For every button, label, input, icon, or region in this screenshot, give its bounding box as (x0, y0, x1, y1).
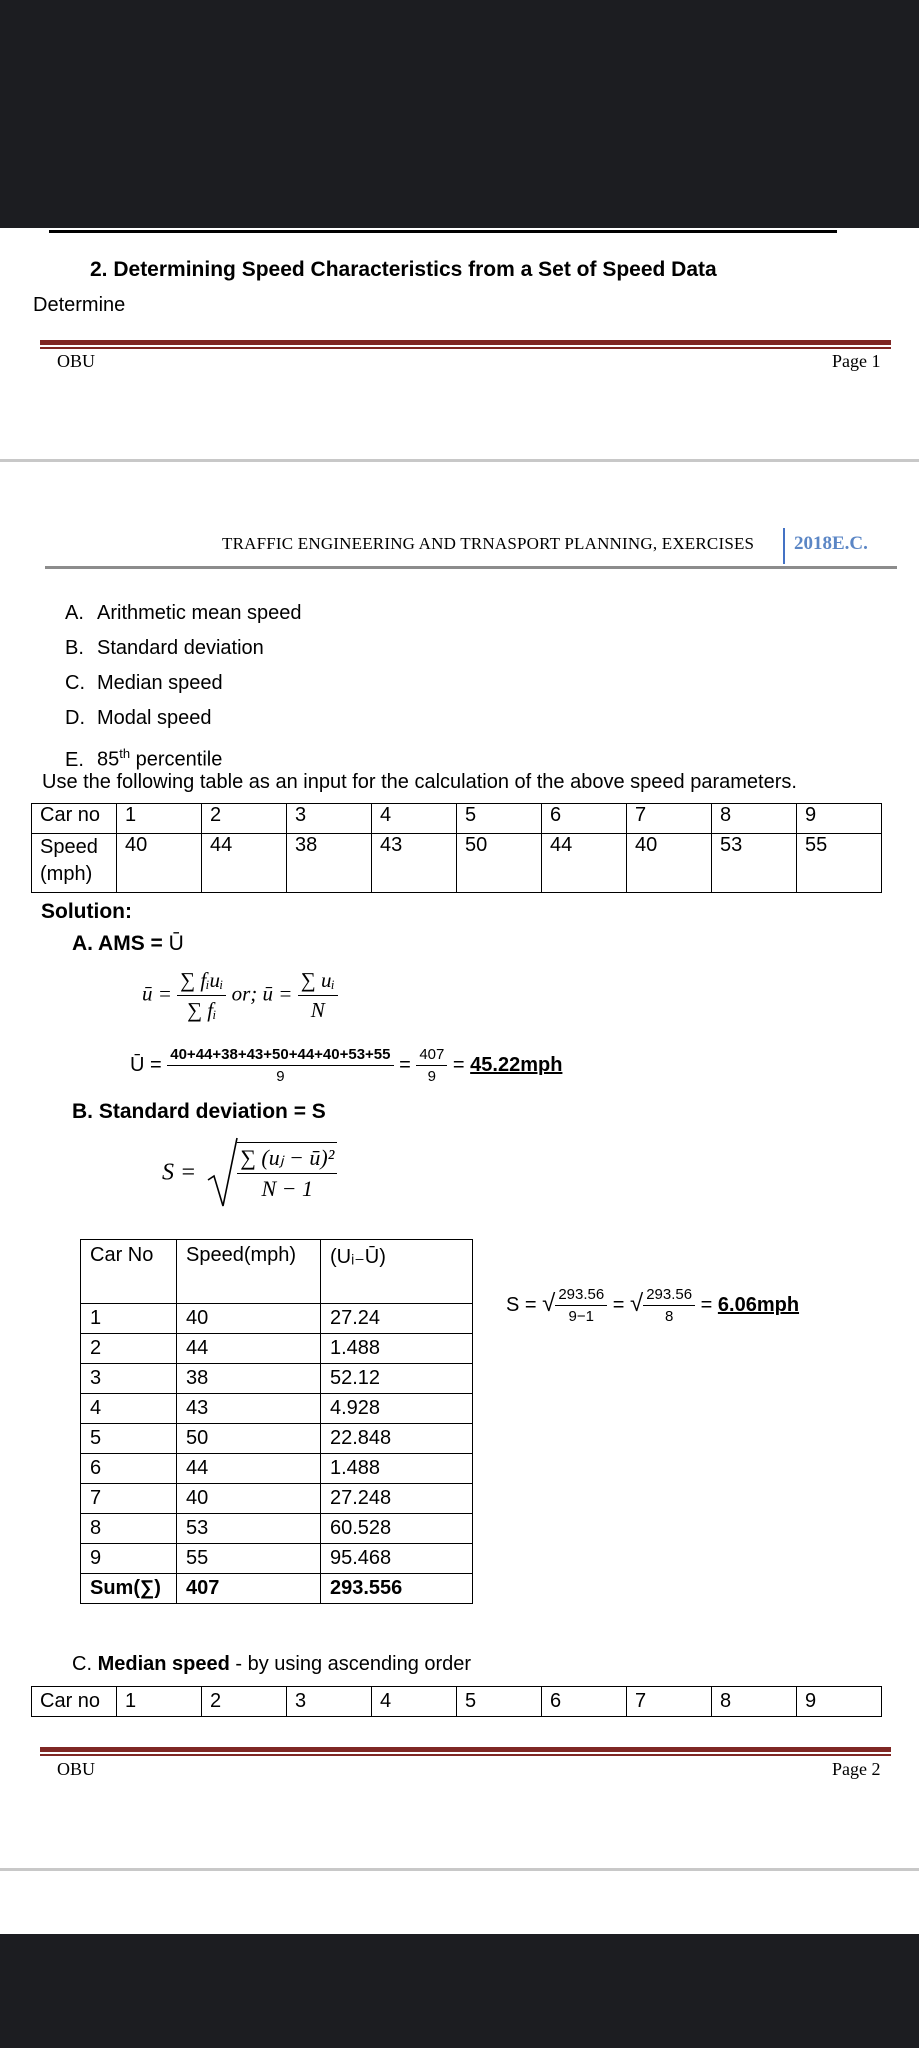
table-row (81, 1424, 473, 1454)
header-year: 2018E.C. (794, 533, 868, 554)
table-row (81, 1484, 473, 1514)
table-cell: 53 (712, 834, 797, 893)
table-cell: 2 (202, 804, 287, 834)
page1-footer-page: Page 1 (832, 351, 881, 371)
median-heading: C. Median speed - by using ascending order (72, 1653, 472, 1675)
sd-calculation: S = √ $\frac{293.56}{9-1}$ = √ $\frac{293.56}{8}$ = 6.06mph (506, 1286, 800, 1325)
table-cell: 1 (117, 1687, 202, 1717)
table-cell: 22.848 (321, 1424, 473, 1454)
table-cell: 6 (81, 1454, 177, 1484)
list-item: D. Modal speed (65, 707, 212, 729)
table-cell: 7 (627, 804, 712, 834)
table-row (32, 834, 882, 893)
table-cell: 53 (177, 1514, 321, 1544)
table-cell: 40 (627, 834, 712, 893)
table-cell: 6 (542, 1687, 627, 1717)
table-row (81, 1364, 473, 1394)
table-cell: 1.488 (321, 1334, 473, 1364)
table-cell: 43 (177, 1394, 321, 1424)
solution-label: Solution: (41, 900, 132, 923)
table-cell: Car no (32, 804, 117, 834)
mean-calculation: Ū = $\frac{40+44+38+43+50+44+40+53+55}{9}$ = $\frac{407}{9}$ = 45.22mph (130, 1046, 563, 1085)
table-cell: 7 (627, 1687, 712, 1717)
table-header: Car No (81, 1240, 177, 1304)
table-cell: Sum(∑) (81, 1574, 177, 1604)
table-cell: 95.468 (321, 1544, 473, 1574)
table-cell: 4 (372, 804, 457, 834)
table-cell: 293.556 (321, 1574, 473, 1604)
table-cell: 55 (177, 1544, 321, 1574)
bottom-dark-bar (0, 1934, 919, 2048)
table-cell: 4 (372, 1687, 457, 1717)
table-cell: 27.248 (321, 1484, 473, 1514)
table-cell: 40 (177, 1304, 321, 1334)
sd-result: 6.06mph (717, 1293, 800, 1316)
table-cell: 27.24 (321, 1304, 473, 1334)
table-cell: 8 (81, 1514, 177, 1544)
table-row (81, 1454, 473, 1484)
table-cell: 9 (797, 1687, 882, 1717)
sd-formula: S = $\frac{\text{∑ (uⱼ − ū)²}}{N - 1}$ (162, 1136, 337, 1210)
table-header: (Uᵢ₋Ū) (321, 1240, 473, 1304)
table-cell: 5 (457, 804, 542, 834)
determine-text: Determine (33, 294, 126, 316)
table-cell: 40 (177, 1484, 321, 1514)
table-header-row (81, 1240, 473, 1304)
table-row (81, 1304, 473, 1334)
table-cell: 38 (177, 1364, 321, 1394)
table-cell: 3 (287, 804, 372, 834)
table-cell: 5 (457, 1687, 542, 1717)
table-row (32, 804, 882, 834)
page1-footer-rule-thin (40, 347, 891, 349)
page-separator (0, 459, 919, 462)
table-cell: 8 (712, 804, 797, 834)
table-cell: 52.12 (321, 1364, 473, 1394)
table-cell: 8 (712, 1687, 797, 1717)
section-title: 2. Determining Speed Characteristics from a Set of Speed Data (90, 258, 717, 281)
sqrt-icon (206, 1136, 240, 1210)
table-cell: 50 (177, 1424, 321, 1454)
intro-text: Use the following table as an input for the calculation of the above speed parameters. (42, 771, 797, 793)
page1-footer-rule (40, 340, 891, 345)
page2-footer-left: OBU (57, 1759, 96, 1779)
table-cell: 1.488 (321, 1454, 473, 1484)
median-table (31, 1686, 882, 1717)
page-separator (0, 1868, 919, 1871)
table-row (81, 1394, 473, 1424)
top-dark-bar (0, 0, 919, 228)
list-item: A. Arithmetic mean speed (65, 602, 302, 624)
list-item: C. Median speed (65, 672, 223, 694)
table-cell: 44 (177, 1454, 321, 1484)
table-cell: 6 (542, 804, 627, 834)
table-cell: 44 (542, 834, 627, 893)
table-cell: Speed (mph) (32, 834, 117, 893)
table-row (81, 1544, 473, 1574)
table-cell: 60.528 (321, 1514, 473, 1544)
table-cell: 55 (797, 834, 882, 893)
table-cell: 4.928 (321, 1394, 473, 1424)
table-cell: 3 (81, 1364, 177, 1394)
page2-footer-rule-thin (40, 1754, 891, 1756)
page1-footer-left: OBU (57, 351, 96, 371)
sd-heading: B. Standard deviation = S (72, 1100, 326, 1123)
table-cell: 7 (81, 1484, 177, 1514)
mean-formula: ū = $\frac{\text{∑ fᵢuᵢ}}{\text{∑ fᵢ}}$ or; ū = $\frac{\text{∑ uᵢ}}{N}$ (142, 968, 338, 1023)
table-cell: 50 (457, 834, 542, 893)
table-sum-row (81, 1574, 473, 1604)
table-cell: 38 (287, 834, 372, 893)
page2-footer-page: Page 2 (832, 1759, 881, 1779)
table-cell: 2 (81, 1334, 177, 1364)
table-cell: 9 (81, 1544, 177, 1574)
page1-top-rule (49, 230, 837, 233)
table-cell: 44 (202, 834, 287, 893)
mean-result: 45.22mph (470, 1053, 563, 1076)
input-speed-table (31, 803, 882, 893)
table-cell: 1 (81, 1304, 177, 1334)
table-cell: 44 (177, 1334, 321, 1364)
table-cell: Car no (32, 1687, 117, 1717)
table-row (32, 1687, 882, 1717)
table-cell: 40 (117, 834, 202, 893)
table-row (81, 1334, 473, 1364)
list-item: E. 85th percentile (65, 746, 223, 771)
deviation-table (80, 1239, 473, 1604)
table-cell: 1 (117, 804, 202, 834)
header-rule (45, 566, 897, 569)
table-row (81, 1514, 473, 1544)
table-cell: 2 (202, 1687, 287, 1717)
header-separator (783, 528, 785, 564)
page-header-title: TRAFFIC ENGINEERING AND TRNASPORT PLANNING, EXERCISES (222, 534, 755, 553)
table-header: Speed(mph) (177, 1240, 321, 1304)
ams-heading: A. AMS = Ū (72, 932, 184, 955)
table-cell: 4 (81, 1394, 177, 1424)
table-cell: 407 (177, 1574, 321, 1604)
parameter-list (65, 596, 302, 778)
page2-footer-rule (40, 1747, 891, 1752)
table-cell: 5 (81, 1424, 177, 1454)
list-item: B. Standard deviation (65, 637, 264, 659)
table-cell: 43 (372, 834, 457, 893)
table-cell: 9 (797, 804, 882, 834)
table-cell: 3 (287, 1687, 372, 1717)
